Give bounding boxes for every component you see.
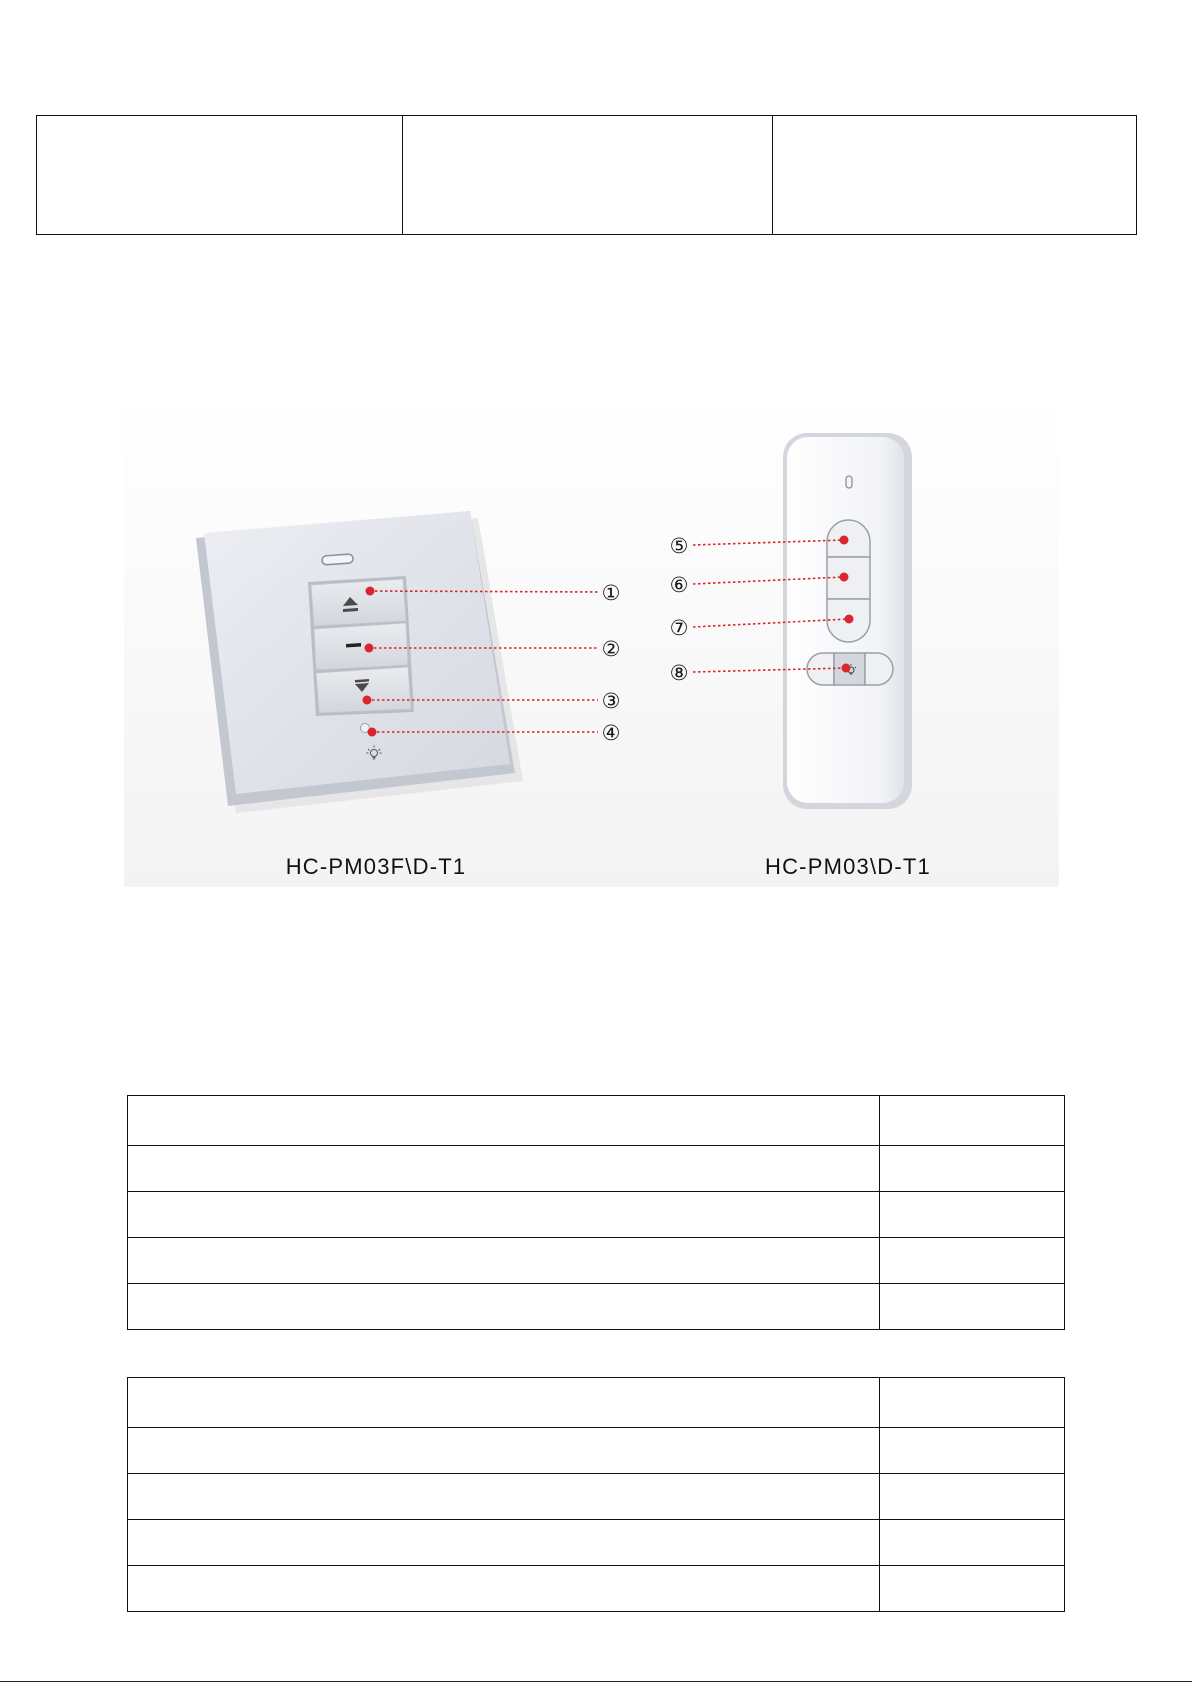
callout-8-dot: [842, 664, 851, 673]
table-cell: [128, 1474, 880, 1520]
header-table: [36, 115, 1137, 235]
callout-5-dot: [840, 536, 849, 545]
table-row: [128, 1566, 1065, 1612]
callout-3-number: ③: [601, 689, 621, 713]
callout-5-number: ⑤: [669, 534, 689, 558]
table-cell: [128, 1520, 880, 1566]
table-row: [128, 1378, 1065, 1428]
product-figure-svg: [124, 392, 1059, 887]
spec-table-2: [127, 1377, 1065, 1612]
wall-switch-up-button[interactable]: [311, 579, 406, 626]
header-cell: [37, 116, 403, 235]
table-cell: [128, 1096, 880, 1146]
header-cell: [773, 116, 1137, 235]
table-row: [128, 1284, 1065, 1330]
callout-1-number: ①: [601, 581, 621, 605]
table-cell: [880, 1378, 1065, 1428]
table-row: [128, 1192, 1065, 1238]
spec-table-1: [127, 1095, 1065, 1330]
table-row: [128, 1428, 1065, 1474]
table-cell: [880, 1474, 1065, 1520]
callout-1-dot: [366, 587, 375, 596]
table-row: [128, 1146, 1065, 1192]
table-cell: [880, 1192, 1065, 1238]
header-cell: [403, 116, 773, 235]
callout-4-number: ④: [601, 721, 621, 745]
table-cell: [128, 1428, 880, 1474]
table-cell: [880, 1428, 1065, 1474]
table-cell: [880, 1096, 1065, 1146]
table-cell: [880, 1238, 1065, 1284]
table-row: [128, 1520, 1065, 1566]
callout-2-number: ②: [601, 637, 621, 661]
table-cell: [880, 1520, 1065, 1566]
wall-switch: [196, 511, 523, 813]
callout-2-dot: [365, 644, 374, 653]
remote-light-right-button[interactable]: [865, 653, 893, 685]
table-row: [128, 1096, 1065, 1146]
table-cell: [128, 1566, 880, 1612]
table-cell: [128, 1238, 880, 1284]
table-cell: [128, 1146, 880, 1192]
header-row: [37, 116, 1137, 235]
remote-led-indicator: [846, 476, 852, 488]
table-cell: [880, 1146, 1065, 1192]
callout-4-dot: [368, 728, 377, 737]
wall-switch-model-label: HC-PM03F\D-T1: [285, 854, 467, 879]
product-figure: [124, 392, 1059, 887]
table-cell: [880, 1566, 1065, 1612]
table-row: [128, 1474, 1065, 1520]
callout-6-number: ⑥: [669, 573, 689, 597]
wall-switch-led-slot: [322, 554, 354, 565]
callout-6-dot: [840, 573, 849, 582]
remote-model-label: HC-PM03\D-T1: [765, 854, 931, 879]
table-cell: [128, 1378, 880, 1428]
callout-3-dot: [363, 696, 372, 705]
page-bottom-rule: [0, 1681, 1192, 1682]
remote-button-cluster: [827, 520, 870, 642]
table-cell: [128, 1284, 880, 1330]
callout-7-number: ⑦: [669, 616, 689, 640]
table-cell: [880, 1284, 1065, 1330]
table-row: [128, 1238, 1065, 1284]
table-cell: [128, 1192, 880, 1238]
remote-up-button[interactable]: [827, 520, 870, 557]
callout-8-number: ⑧: [669, 661, 689, 685]
callout-7-dot: [845, 615, 854, 624]
